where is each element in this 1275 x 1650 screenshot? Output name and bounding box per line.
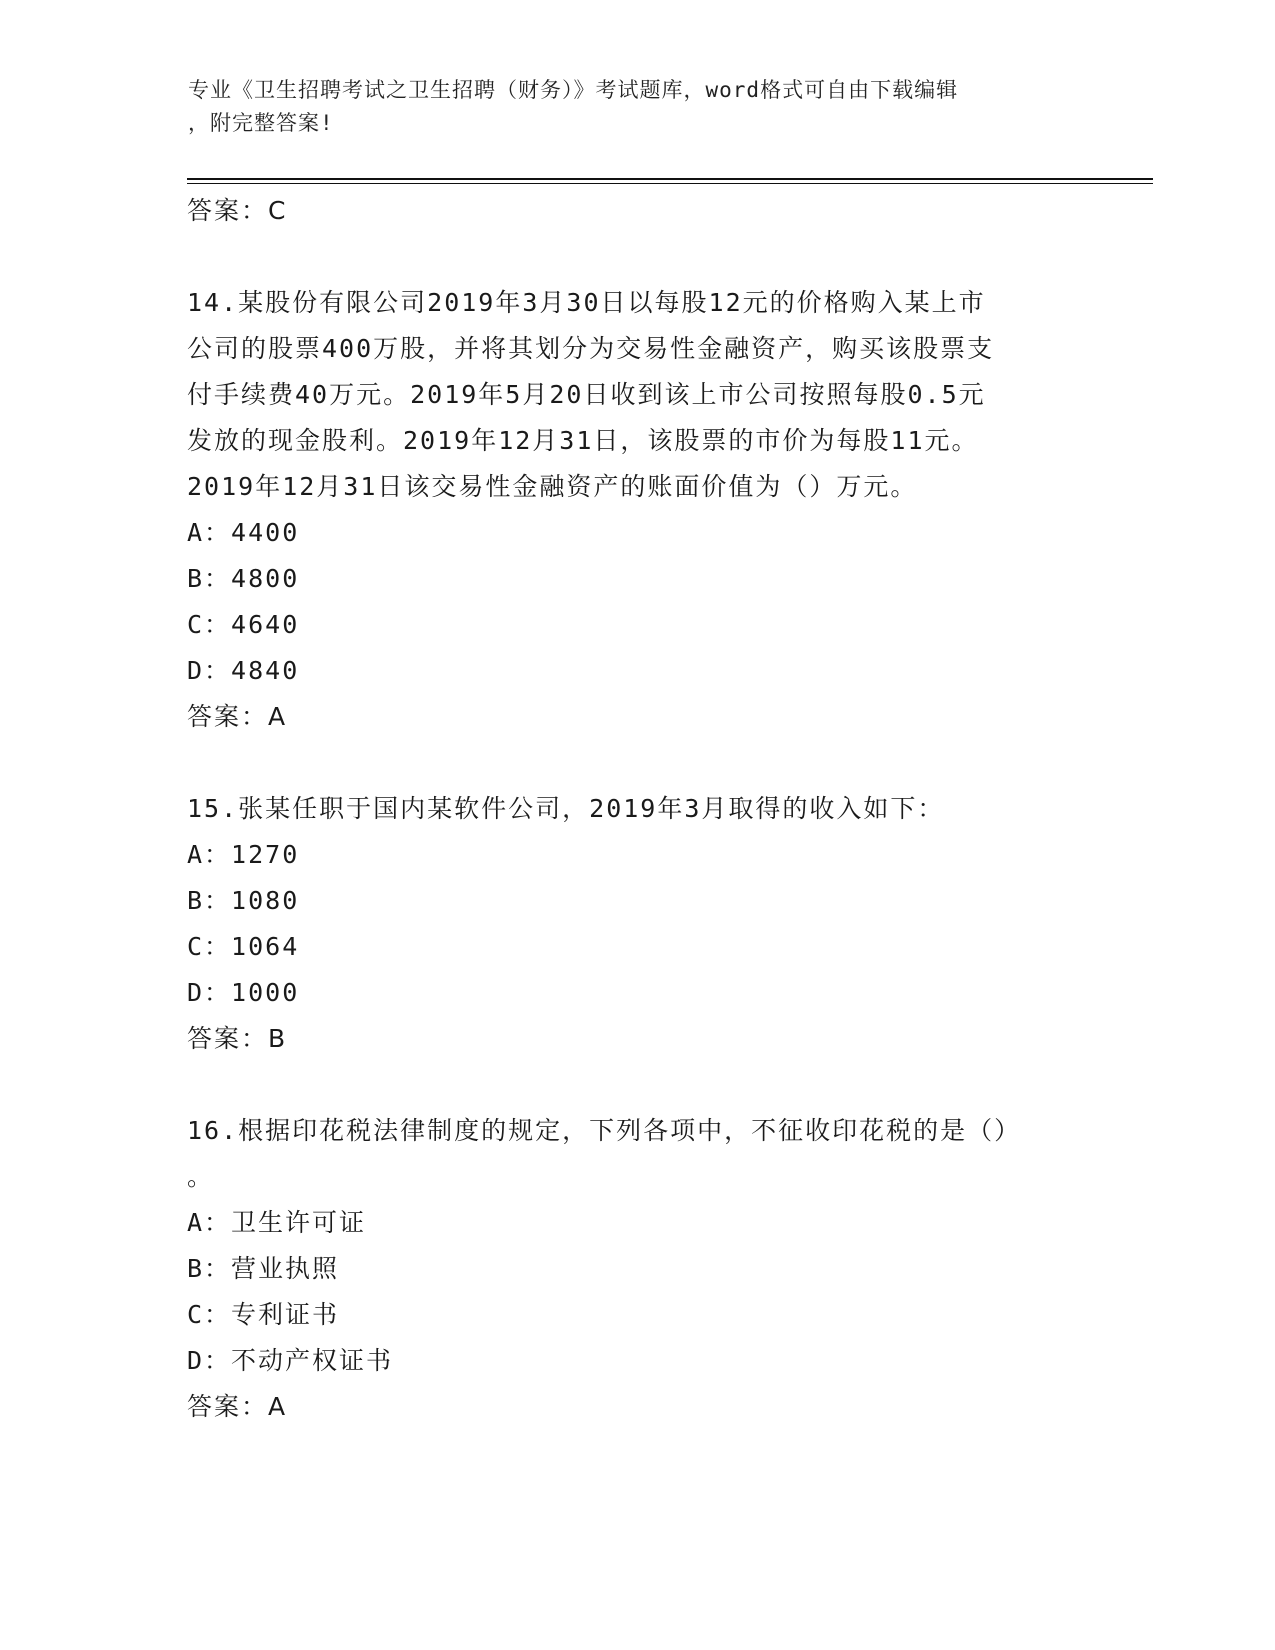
header-divider-thick [187,178,1153,180]
answer-line: 答案：A [187,702,288,731]
question-text-line: 。 [187,1162,215,1191]
question-text-line: 公司的股票400万股，并将其划分为交易性金融资产，购买该股票支 [187,334,995,363]
option-b: B：4800 [187,564,300,593]
option-a: A：4400 [187,518,300,547]
option-c: C：1064 [187,932,300,961]
option-d: D：1000 [187,978,300,1007]
document-header [188,74,1068,140]
header-line-1: 专业《卫生招聘考试之卫生招聘（财务）》考试题库，word格式可自由下载编辑 [188,78,959,102]
question-16 [187,1108,1087,1430]
question-text-line: 2019年12月31日该交易性金融资产的账面价值为（）万元。 [187,472,918,501]
option-a: A：卫生许可证 [187,1208,367,1237]
option-a: A：1270 [187,840,300,869]
option-c: C：专利证书 [187,1300,340,1329]
option-d: D：4840 [187,656,300,685]
question-text-line: 16.根据印花税法律制度的规定，下列各项中，不征收印花税的是（） [187,1116,1022,1145]
answer-line: 答案：B [187,1024,288,1053]
answer-line: 答案：C [187,196,288,225]
option-b: B：营业执照 [187,1254,340,1283]
question-content [187,188,1087,1430]
question-text-line: 14.某股份有限公司2019年3月30日以每股12元的价格购入某上市 [187,288,986,317]
header-line-2: ，附完整答案! [188,111,334,135]
option-d: D：不动产权证书 [187,1346,394,1375]
question-text-line: 发放的现金股利。2019年12月31日，该股票的市价为每股11元。 [187,426,979,455]
option-c: C：4640 [187,610,300,639]
question-15 [187,786,1087,1062]
header-divider-thin [187,183,1153,184]
option-b: B：1080 [187,886,300,915]
answer-line: 答案：A [187,1392,288,1421]
question-text-line: 15.张某任职于国内某软件公司，2019年3月取得的收入如下： [187,794,945,823]
question-14 [187,280,1087,740]
question-text-line: 付手续费40万元。2019年5月20日收到该上市公司按照每股0.5元 [187,380,986,409]
